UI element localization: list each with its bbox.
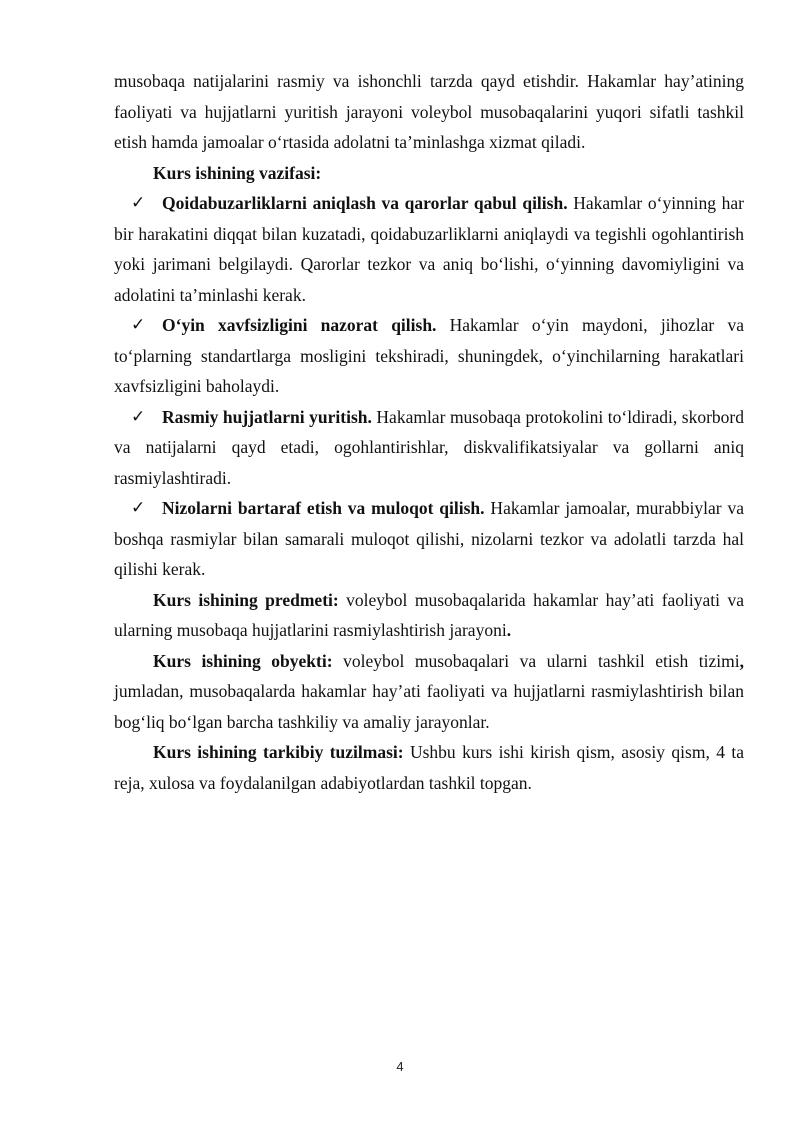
- check-mark-icon: ✓: [131, 498, 146, 518]
- subject-label: Kurs ishining predmeti:: [153, 589, 339, 610]
- subject-text: voleybol musobaqalarida hakamlar hay’ati faoliyati va ularning musobaqa hujjatlarini rasmiylashtirish jarayoni: [114, 589, 744, 640]
- check-mark-icon: ✓: [131, 406, 146, 427]
- object-text-2: jumladan, musobaqalarda hakamlar hay’ati faoliyati va hujjatlarni rasmiylashtirish bilan bog‘liq bo‘lgan barcha tashkiliy va amaliy jarayonlar.: [114, 681, 744, 732]
- tasks-heading: [114, 158, 744, 189]
- object-paragraph: [114, 646, 744, 738]
- task-item-4-text: Hakamlar jamoalar, murabbiylar va boshqa rasmiylar bilan samarali muloqot qilishi, nizolarni tezkor va adolatli tarzda hal qilishi kerak.: [114, 498, 744, 579]
- task-item-2-text: Hakamlar o‘yin maydoni, jihozlar va to‘plarning standartlarga mosligini tekshiradi, shuningdek, o‘yinchilarning harakatlari xavfsizligini baholaydi.: [114, 315, 744, 396]
- task-item-1-text: Hakamlar o‘yinning har bir harakatini diqqat bilan kuzatadi, qoidabuzarliklarni aniqlaydi va tegishli ogohlantirish yoki jarimani belgilaydi. Qarorlar tezkor va aniq bo‘lishi, o‘yinning davomiyligini va adolatini ta’minlashi kerak.: [114, 193, 744, 305]
- structure-paragraph: [114, 737, 744, 798]
- task-item-3-text: Hakamlar musobaqa protokolini to‘ldiradi, skorbord va natijalarni qayd etadi, ogohlantirishlar, diskvalifikatsiyalar va gollarni aniq rasmiylashtiradi.: [114, 406, 745, 488]
- object-text: voleybol musobaqalari va ularni tashkil etish tizimi: [332, 650, 740, 671]
- task-item-3: [114, 402, 744, 494]
- task-item-4-title: Nizolarni bartaraf etish va muloqot qilish.: [162, 498, 485, 518]
- structure-text: Ushbu kurs ishi kirish qism, asosiy qism, 4 ta reja, xulosa va foydalanilgan adabiyotlardan tashkil topgan.: [114, 742, 744, 793]
- task-item-1: [114, 188, 744, 310]
- check-mark-icon: ✓: [131, 193, 146, 213]
- task-item-2: [114, 310, 744, 402]
- object-label: Kurs ishining obyekti:: [153, 650, 333, 671]
- task-item-4: [114, 493, 744, 585]
- check-mark-icon: ✓: [131, 315, 146, 335]
- tasks-heading-label: Kurs ishining vazifasi:: [153, 162, 322, 183]
- subject-paragraph: [114, 585, 744, 646]
- task-item-1-title: Qoidabuzarliklarni aniqlash va qarorlar qabul qilish.: [162, 193, 568, 213]
- intro-paragraph: musobaqa natijalarini rasmiy va ishonchli tarzda qayd etishdir. Hakamlar hay’atining faoliyati va hujjatlarni yuritish jarayoni voleybol musobaqalarini yuqori sifatli tashkil etish hamda jamoalar o‘rtasida adolatni ta’minlashga xizmat qiladi.: [114, 71, 744, 152]
- document-body: [114, 66, 744, 798]
- object-comma: ,: [739, 650, 744, 671]
- page-number: 4: [396, 1059, 404, 1074]
- structure-label: Kurs ishining tarkibiy tuzilmasi:: [153, 742, 404, 762]
- subject-end: .: [506, 620, 512, 640]
- task-item-2-title: O‘yin xavfsizligini nazorat qilish.: [162, 315, 437, 335]
- task-item-3-title: Rasmiy hujjatlarni yuritish.: [162, 406, 372, 427]
